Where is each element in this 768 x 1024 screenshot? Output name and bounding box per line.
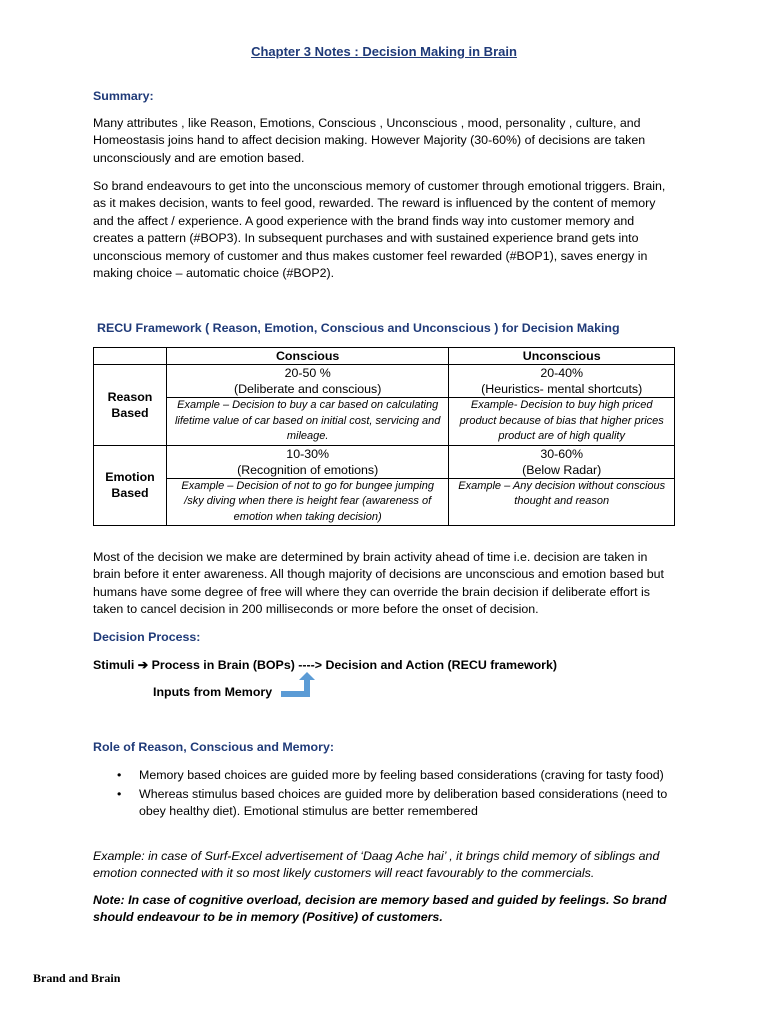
pct: 20-40% — [540, 366, 584, 380]
list-item — [93, 767, 678, 784]
note-paragraph: Note: In case of cognitive overload, decision are memory based and guided by feelings. So brand should endeavour to be in memory (Positive) of customers. — [93, 893, 667, 925]
header-conscious: Conscious — [166, 348, 448, 365]
example-paragraph: Example: in case of Surf-Excel advertisement of ‘Daag Ache hai’ , it brings child memory of siblings and emotion connected with it so most likely customers will react favourably to the commercials. — [93, 849, 660, 881]
list-item — [93, 786, 678, 821]
pct: 30-60% — [540, 446, 584, 461]
recu-heading: RECU Framework ( Reason, Emotion, Conscious and Unconscious ) for Decision Making — [97, 321, 620, 335]
decision-process-heading: Decision Process: — [93, 630, 201, 644]
process-flow — [93, 657, 678, 674]
summary-paragraph-2: So brand endeavours to get into the unconscious memory of customer through emotional triggers. Brain, as it makes decision, wants to feel good, rewarded. The reward is influenced by the content of memory and the affect / experience. A good experience with the brand finds way into customer memory and creates a pattern (#BOP3). In subsequent purchases and with sustained experience brand gets into unconscious memory of customer and thus makes customer feel rewarded (#BOP1), saves energy in making choice – automatic choice (#BOP2). — [93, 179, 666, 281]
recu-table — [93, 347, 675, 526]
cell-emotion-unconscious — [449, 445, 675, 478]
free-will-paragraph: Most of the decision we make are determined by brain activity ahead of time i.e. decision are taken in brain before it enter awareness. All though majority of decisions are unconscious and emotion based but humans have some degree of free will where they can override the brain decision if deliberate effort is taken to cancel decision in 200 milliseconds or more before the onset of decision. — [93, 550, 664, 617]
cell-emotion-conscious — [166, 445, 448, 478]
table-corner — [94, 348, 167, 365]
header-unconscious: Unconscious — [449, 348, 675, 365]
right-arrow-icon: ➔ — [137, 658, 149, 672]
role-heading: Role of Reason, Conscious and Memory: — [93, 740, 334, 754]
up-arrow-icon — [281, 671, 317, 699]
example-reason-unconscious: Example- Decision to buy high priced product because of bias that higher prices product are of high quality — [449, 398, 675, 446]
desc: (Recognition of emotions) — [237, 462, 379, 477]
example-emotion-conscious: Example – Decision of not to go for bungee jumping /sky diving when there is height fear (awareness of emotion when taking decision) — [166, 478, 448, 526]
flow-stimuli: Stimuli — [93, 658, 135, 672]
example-emotion-unconscious: Example – Any decision without conscious thought and reason — [449, 478, 675, 526]
desc: (Below Radar) — [522, 462, 602, 477]
summary-heading: Summary: — [93, 89, 154, 103]
row-label-reason: Reason Based — [94, 365, 167, 446]
page-title: Chapter 3 Notes : Decision Making in Brain — [251, 44, 517, 59]
desc: (Heuristics- mental shortcuts) — [481, 382, 643, 396]
pct: 20-50 % — [284, 366, 331, 380]
bullet-icon: • — [117, 768, 122, 782]
example-reason-conscious: Example – Decision to buy a car based on calculating lifetime value of car based on initial cost, servicing and mileage. — [166, 398, 448, 446]
flow-rest: Process in Brain (BOPs) ----> Decision and Action (RECU framework) — [151, 658, 558, 672]
bullet-text: Memory based choices are guided more by feeling based considerations (craving for tasty food) — [139, 768, 664, 782]
bullet-icon: • — [117, 786, 122, 801]
summary-paragraph-1: Many attributes , like Reason, Emotions, Conscious , Unconscious , mood, personality , culture, and Homeostasis joins hand to affect decision making. However Majority (30-60%) of decisions are taken unconsciously and are emotion based. — [93, 116, 646, 165]
row-label-emotion: Emotion Based — [94, 445, 167, 526]
inputs-from-memory: Inputs from Memory — [153, 685, 273, 699]
desc: (Deliberate and conscious) — [233, 382, 382, 396]
pct: 10-30% — [286, 446, 330, 461]
cell-reason-conscious — [166, 365, 448, 398]
bullet-text: Whereas stimulus based choices are guided more by deliberation based considerations (need to obey healthy diet). Emotional stimulus are better remembered — [139, 786, 668, 819]
role-list — [93, 767, 678, 822]
footer-text: Brand and Brain — [33, 971, 120, 985]
cell-reason-unconscious — [449, 365, 675, 398]
